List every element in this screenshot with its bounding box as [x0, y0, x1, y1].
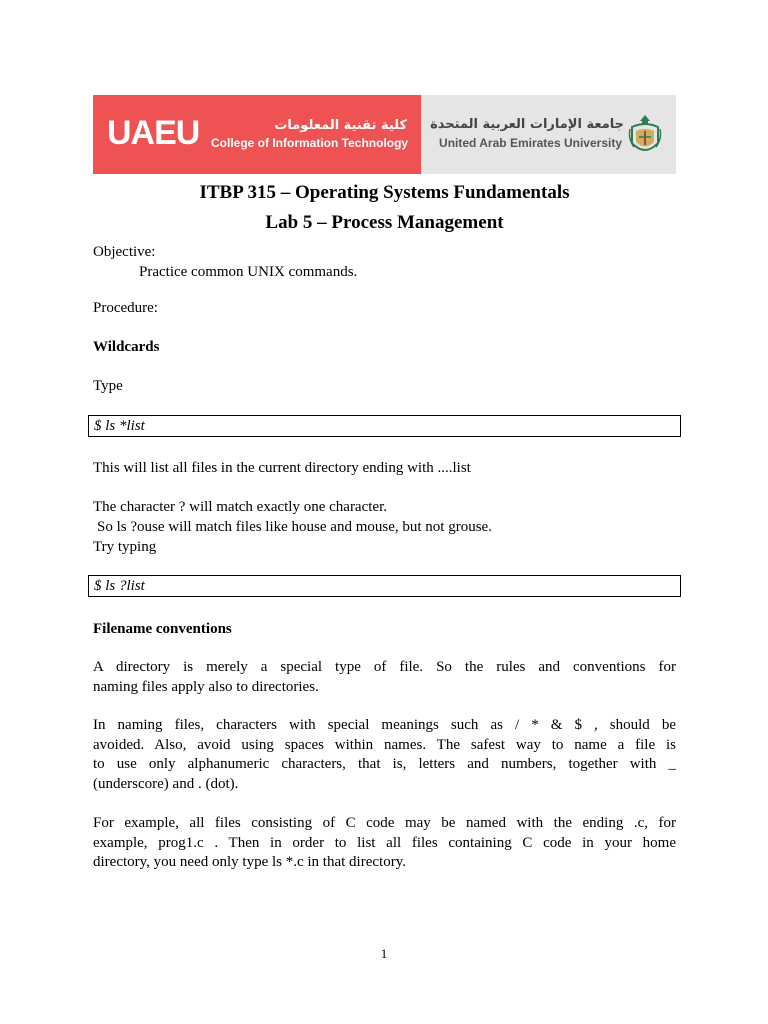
wildcards-heading: Wildcards	[93, 339, 160, 355]
college-name-english: College of Information Technology	[211, 136, 409, 150]
try-typing-label: Try typing	[93, 539, 157, 555]
paragraph-directories	[93, 658, 676, 697]
command-text-1: $ ls *list	[94, 418, 145, 434]
lab-title: Lab 5 – Process Management	[265, 212, 504, 233]
paragraph-line: example, prog1.c . Then in order to list all files containing C code in your home	[93, 834, 676, 851]
type-label: Type	[93, 378, 123, 394]
university-name-arabic: جامعة الإمارات العربية المتحدة	[430, 117, 624, 132]
paragraph-line: directory, you need only type ls *.c in that directory.	[93, 854, 406, 870]
procedure-label: Procedure:	[93, 300, 158, 316]
university-name-english: United Arab Emirates University	[439, 136, 622, 150]
college-logo-panel	[93, 95, 421, 174]
university-logo-panel	[421, 95, 676, 174]
paragraph-line: In naming files, characters with special meanings such as / * & $ , should be	[93, 717, 676, 733]
paragraph-line: For example, all files consisting of C code may be named with the ending .c, for	[93, 815, 676, 831]
wildcard-description-3: So ls ?ouse will match files like house and mouse, but not grouse.	[97, 519, 492, 535]
page-number: 1	[380, 946, 388, 961]
college-name-arabic: كلية تقنية المعلومات	[274, 118, 407, 133]
wildcard-description-1: This will list all files in the current directory ending with ....list	[93, 460, 471, 476]
paragraph-line: naming files apply also to directories.	[93, 678, 319, 695]
course-title: ITBP 315 – Operating Systems Fundamentals	[199, 182, 570, 203]
paragraph-line: avoided. Also, avoid using spaces within names. The safest way to name a file is	[93, 736, 676, 753]
paragraph-line: A directory is merely a special type of file. So the rules and conventions for	[93, 659, 676, 675]
paragraph-line: (underscore) and . (dot).	[93, 775, 239, 792]
paragraph-naming-files	[93, 716, 676, 794]
header-banner	[93, 95, 676, 174]
objective-label: Objective:	[93, 244, 156, 260]
university-seal-icon	[626, 113, 664, 157]
objective-text: Practice common UNIX commands.	[139, 264, 358, 280]
command-box-2	[88, 575, 681, 597]
filename-conventions-heading: Filename conventions	[93, 621, 232, 637]
command-text-2: $ ls ?list	[94, 578, 145, 594]
wildcard-description-2: The character ? will match exactly one character.	[93, 499, 387, 515]
uaeu-logo: UAEU	[107, 114, 200, 152]
paragraph-line: to use only alphanumeric characters, that is, letters and numbers, together with _	[93, 756, 676, 772]
command-box-1	[88, 415, 681, 437]
paragraph-c-code-example	[93, 814, 676, 873]
